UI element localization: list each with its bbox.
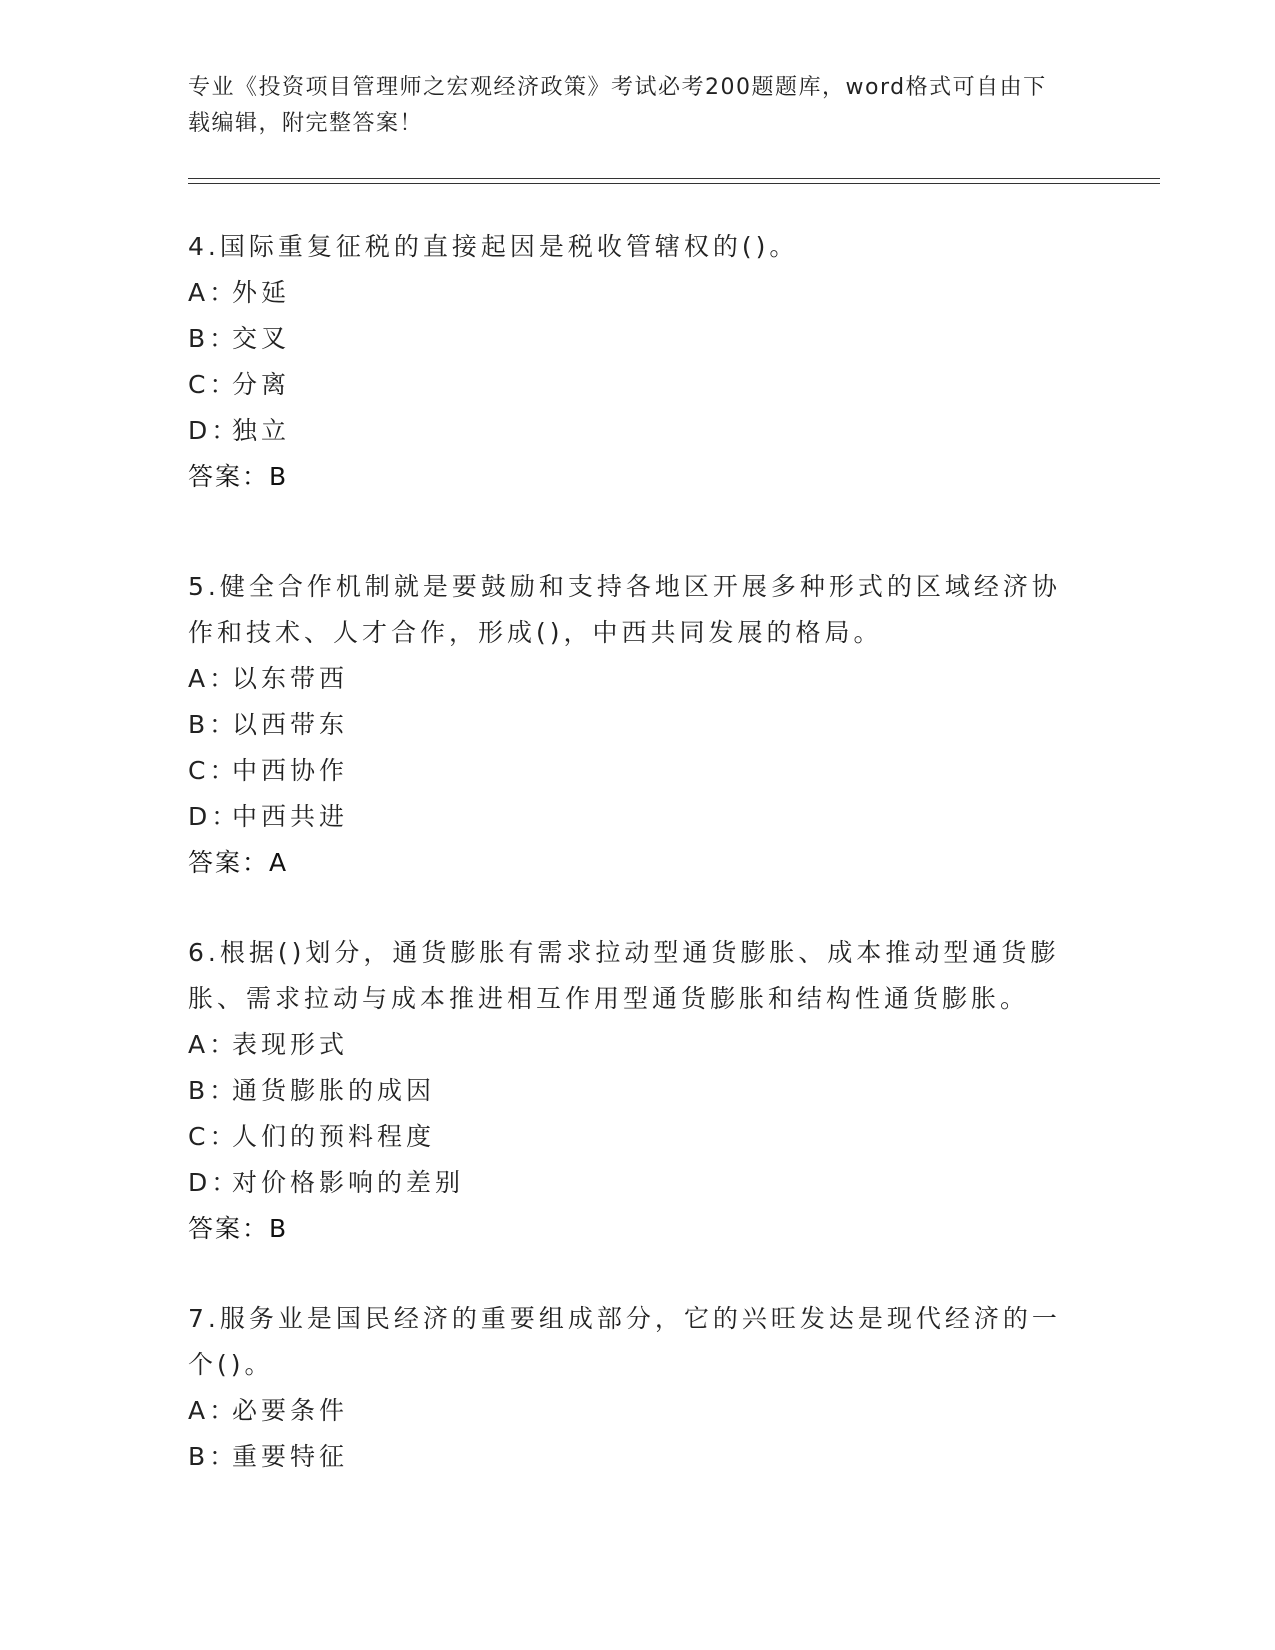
option-a [188,656,1068,702]
option-text: 以西带东 [232,710,349,739]
option-c [188,362,1068,408]
option-text: 重要特征 [232,1442,349,1471]
option-a [188,1022,1068,1068]
question-stem: 6.根据()划分，通货膨胀有需求拉动型通货膨胀、成本推动型通货膨胀、需求拉动与成本推进相互作用型通货膨胀和结构性通货膨胀。 [188,938,1060,1013]
option-letter: D： [188,416,241,445]
option-letter: C： [188,1122,239,1151]
option-letter: B： [188,1442,239,1471]
option-letter: A： [188,1396,239,1425]
option-letter: A： [188,1030,239,1059]
header-divider-top [188,178,1160,179]
option-text: 通货膨胀的成因 [232,1076,436,1105]
option-d [188,1160,1068,1206]
option-text: 人们的预料程度 [232,1122,436,1151]
option-letter: D： [188,802,241,831]
option-text: 以东带西 [232,664,349,693]
option-c [188,1114,1068,1160]
question-stem: 7.服务业是国民经济的重要组成部分，它的兴旺发达是现代经济的一个()。 [188,1304,1061,1379]
question-6 [188,930,1068,1252]
question-stem: 4.国际重复征税的直接起因是税收管辖权的()。 [188,232,799,261]
option-text: 独立 [232,416,291,445]
question-7 [188,1296,1068,1480]
option-d [188,408,1068,454]
option-b [188,1068,1068,1114]
option-text: 外延 [232,278,291,307]
option-text: 分离 [232,370,291,399]
option-b [188,702,1068,748]
option-letter: A： [188,278,239,307]
question-5 [188,564,1068,886]
option-letter: D： [188,1168,241,1197]
option-a [188,270,1068,316]
option-letter: C： [188,370,239,399]
option-letter: B： [188,1076,239,1105]
answer-key: 答案：B [188,1214,289,1243]
option-c [188,748,1068,794]
option-b [188,1434,1068,1480]
document-header: 专业《投资项目管理师之宏观经济政策》考试必考200题题库，word格式可自由下载编辑，附完整答案！ [188,75,1047,136]
option-letter: B： [188,710,239,739]
option-text: 中西协作 [232,756,349,785]
option-text: 表现形式 [232,1030,349,1059]
option-text: 必要条件 [232,1396,349,1425]
option-text: 中西共进 [232,802,349,831]
option-d [188,794,1068,840]
option-a [188,1388,1068,1434]
option-letter: A： [188,664,239,693]
question-stem: 5.健全合作机制就是要鼓励和支持各地区开展多种形式的区域经济协作和技术、人才合作，形成()，中西共同发展的格局。 [188,572,1061,647]
option-b [188,316,1068,362]
answer-key: 答案：B [188,462,289,491]
option-letter: C： [188,756,239,785]
option-text: 交叉 [232,324,291,353]
option-text: 对价格影响的差别 [232,1168,465,1197]
header-divider-bottom [188,183,1160,184]
answer-key: 答案：A [188,848,289,877]
option-letter: B： [188,324,239,353]
question-4 [188,224,1068,500]
